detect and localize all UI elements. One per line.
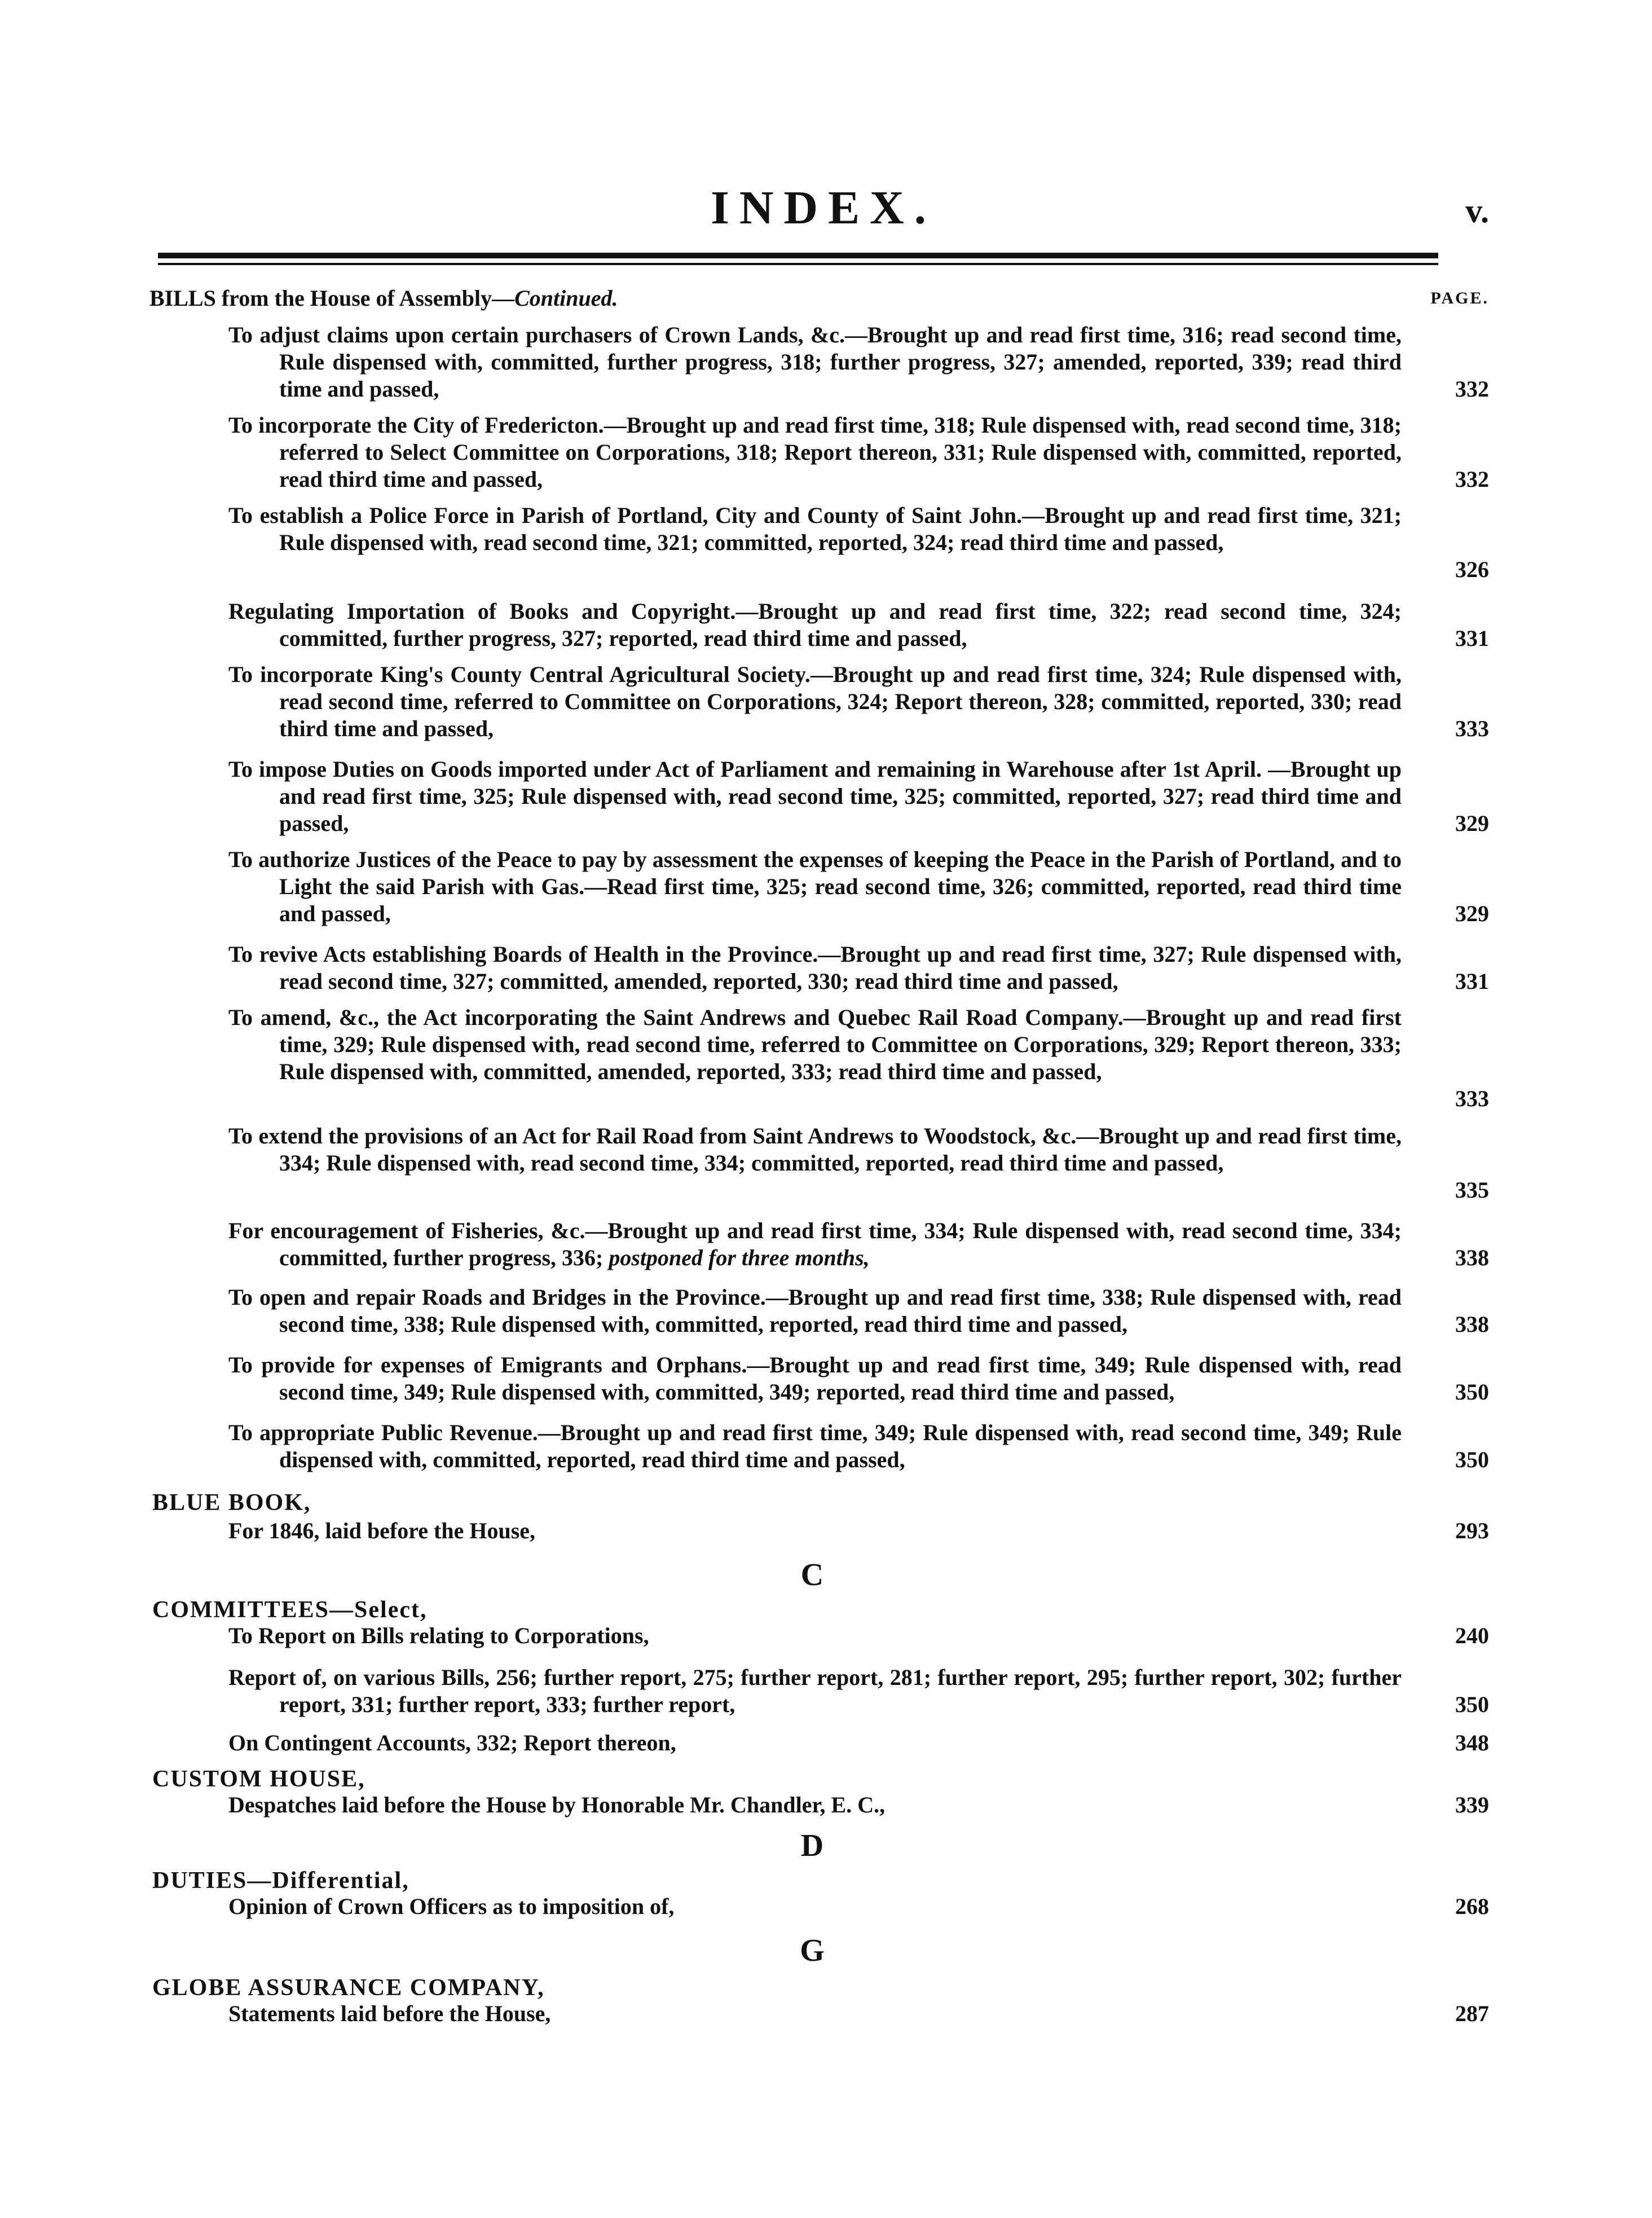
header-rule-thick	[158, 253, 1438, 258]
header-rule-thin	[158, 263, 1438, 265]
page-column-label: PAGE.	[1430, 289, 1489, 307]
bill-entry: To adjust claims upon certain purchasers of Crown Lands, &c.—Brought up and read first time, 316; read second time, Rule dispensed with, committed, further progress, 318; further progress, 327; amended, reported, 339; read third time and passed,	[228, 322, 1402, 402]
bill-page-number: 329	[1455, 901, 1489, 926]
section-heading-blue-book: BLUE BOOK,	[152, 1490, 311, 1516]
index-letter-g: G	[800, 1933, 825, 1968]
bill-page-number: 329	[1455, 811, 1489, 836]
bill-page-number: 350	[1455, 1447, 1489, 1472]
bill-page-number: 333	[1455, 1086, 1489, 1111]
running-head-label: BILLS from the House of Assembly—	[149, 285, 515, 311]
bill-page-number: 338	[1455, 1312, 1489, 1337]
bill-entry: To revive Acts establishing Boards of Health in the Province.—Brought up and read first time, 327; Rule dispensed with, read second time, 327; committed, amended, reported, 330; read third time and passed,	[228, 941, 1402, 994]
blue-book-page-number: 293	[1455, 1518, 1489, 1543]
bill-entry: To appropriate Public Revenue.—Brought up and read first time, 349; Rule dispensed with, read second time, 349; Rule dispensed with, committed, reported, read third time and passed,	[228, 1420, 1402, 1472]
bill-page-number: 332	[1455, 467, 1489, 492]
bill-entry: To provide for expenses of Emigrants and Orphans.—Brought up and read first time, 349; Rule dispensed with, read second time, 349; Rule dispensed with, committed, 349; reported, read third time and passed,	[228, 1352, 1402, 1405]
globe-assurance-entry: Statements laid before the House,	[228, 2001, 551, 2026]
bill-entry: To incorporate the City of Fredericton.—Brought up and read first time, 318; Rule dispensed with, read second time, 318; referred to Select Committee on Corporations, 318; Report thereon, 331; Rule dispensed with, committed, reported, read third time and passed,	[228, 412, 1402, 492]
bill-entry: To incorporate King's County Central Agricultural Society.—Brought up and read first time, 324; Rule dispensed with, read second time, referred to Committee on Corporations, 324; Report thereon, 328; committed, reported, 330; read third time and passed,	[228, 662, 1402, 741]
section-heading-custom-house: CUSTOM HOUSE,	[152, 1766, 365, 1792]
bill-page-number: 335	[1455, 1177, 1489, 1203]
duties-entry: Opinion of Crown Officers as to imposition of,	[228, 1894, 675, 1919]
section-heading-duties: DUTIES—Differential,	[152, 1868, 409, 1894]
bill-page-number: 338	[1455, 1245, 1489, 1270]
committee-entry: Report of, on various Bills, 256; further report, 275; further report, 281; further report, 295; further report, 302; further report, 331; further report, 333; further report,	[228, 1665, 1402, 1717]
section-heading-committees: COMMITTEES—Select,	[152, 1597, 428, 1623]
committee-entry: On Contingent Accounts, 332; Report thereon,	[228, 1730, 676, 1755]
blue-book-entry: For 1846, laid before the House,	[228, 1518, 536, 1543]
page-roman-numeral: v.	[1465, 192, 1489, 230]
section-heading-globe-assurance: GLOBE ASSURANCE COMPANY,	[152, 1975, 545, 2001]
index-letter-c: C	[800, 1557, 824, 1592]
custom-house-page-number: 339	[1455, 1792, 1489, 1817]
bill-entry: To authorize Justices of the Peace to pay by assessment the expenses of keeping the Peace in the Parish of Portland, and to Light the said Parish with Gas.—Read first time, 325; read second time, 326; committed, reported, read third time and passed,	[228, 847, 1402, 926]
bill-page-number: 331	[1455, 969, 1489, 994]
bill-entry: To establish a Police Force in Parish of Portland, City and County of Saint John.—Brought up and read first time, 321; Rule dispensed with, read second time, 321; committed, reported, 324; read third time and passed,	[228, 503, 1402, 555]
committee-page-number: 350	[1455, 1692, 1489, 1717]
bill-entry: To extend the provisions of an Act for Rail Road from Saint Andrews to Woodstock, &c.—Brought up and read first time, 334; Rule dispensed with, read second time, 334; committed, reported, read third time and passed,	[228, 1123, 1402, 1176]
committee-entry: To Report on Bills relating to Corporations,	[228, 1623, 649, 1648]
bill-entry: Regulating Importation of Books and Copyright.—Brought up and read first time, 322; read second time, 324; committed, further progress, 327; reported, read third time and passed,	[228, 598, 1402, 651]
bill-page-number: 326	[1455, 557, 1489, 582]
bill-page-number: 332	[1455, 376, 1489, 402]
bill-page-number: 350	[1455, 1379, 1489, 1405]
globe-assurance-page-number: 287	[1455, 2001, 1489, 2026]
bill-page-number: 331	[1455, 626, 1489, 651]
bill-entry: To impose Duties on Goods imported under Act of Parliament and remaining in Warehouse after 1st April. —Brought up and read first time, 325; Rule dispensed with, read second time, 325; committed, reported, 327; read third time and passed,	[228, 756, 1402, 836]
committee-page-number: 240	[1455, 1623, 1489, 1648]
custom-house-entry: Despatches laid before the House by Honorable Mr. Chandler, E. C.,	[228, 1792, 886, 1817]
committee-page-number: 348	[1455, 1730, 1489, 1755]
index-letter-d: D	[800, 1828, 824, 1863]
bill-page-number: 333	[1455, 716, 1489, 741]
bill-entry: To open and repair Roads and Bridges in the Province.—Brought up and read first time, 338; Rule dispensed with, read second time, 338; Rule dispensed with, committed, reported, read third time and passed,	[228, 1284, 1402, 1337]
running-head-continued: Continued.	[514, 285, 618, 311]
bill-entry: For encouragement of Fisheries, &c.—Brought up and read first time, 334; Rule dispensed with, read second time, 334; committed, further progress, 336; postponed for three months,	[228, 1218, 1402, 1270]
duties-page-number: 268	[1455, 1894, 1489, 1919]
bill-entry: To amend, &c., the Act incorporating the Saint Andrews and Quebec Rail Road Company.—Brought up and read first time, 329; Rule dispensed with, read second time, referred to Committee on Corporations, 329; Report thereon, 333; Rule dispensed with, committed, amended, reported, 333; read third time and passed,	[228, 1005, 1402, 1084]
running-head	[149, 285, 618, 311]
page-title: INDEX.	[711, 182, 936, 234]
